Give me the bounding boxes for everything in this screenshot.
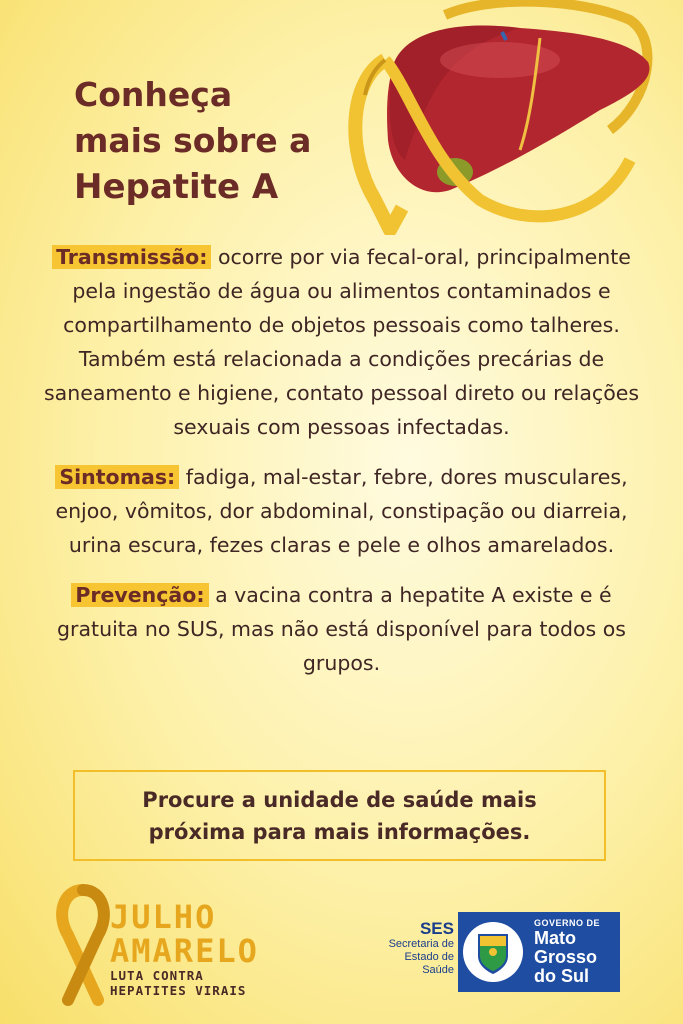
ses-abbr: SES (419, 919, 454, 938)
awareness-ribbon-icon (48, 880, 118, 1010)
ses-line-2: Estado de (404, 951, 454, 963)
government-line-3: Grosso (534, 947, 598, 967)
symptoms-text: fadiga, mal-estar, febre, dores musculares, enjoo, vômitos, dor abdominal, constipação ou diarreia, urina escura, fezes claras e pele e olhos amarelados. (55, 465, 628, 557)
cta-box (73, 770, 606, 861)
symptoms-paragraph (40, 460, 643, 562)
title-line-2: mais sobre a (74, 121, 312, 160)
prevention-text: a vacina contra a hepatite A existe e é gratuita no SUS, mas não está disponível para todos os grupos. (57, 583, 626, 675)
symptoms-label: Sintomas: (55, 465, 179, 489)
ses-line-1: Secretaria de (388, 938, 454, 950)
ses-line-3: Saúde (422, 964, 454, 976)
prevention-label: Prevenção: (71, 583, 208, 607)
campaign-line-4: HEPATITES VIRAIS (110, 983, 247, 998)
state-crest-icon (458, 912, 528, 992)
cta-line-2: próxima para mais informações. (148, 819, 531, 844)
government-line-4: do Sul (534, 966, 589, 986)
government-logo (526, 912, 620, 992)
main-content (40, 240, 643, 696)
prevention-paragraph (40, 578, 643, 680)
campaign-line-1: JULHO (110, 898, 217, 936)
transmission-paragraph (40, 240, 643, 444)
title-line-3: Hepatite A (74, 167, 279, 207)
cta-line-1: Procure a unidade de saúde mais (142, 787, 537, 812)
ses-logo (376, 920, 454, 977)
government-line-1: GOVERNO DE (534, 918, 601, 928)
liver-ribbon-illustration (330, 0, 660, 235)
campaign-line-2: AMARELO (110, 932, 259, 970)
campaign-logo (110, 900, 259, 998)
title-line-1: Conheça (74, 75, 233, 114)
transmission-label: Transmissão: (52, 245, 211, 269)
page-title (74, 72, 374, 210)
campaign-line-3: LUTA CONTRA (110, 968, 204, 983)
transmission-text: ocorre por via fecal-oral, principalmente pela ingestão de água ou alimentos contaminados e compartilhamento de objetos pessoais como talheres. Também está relacionada a condições precárias de saneamento e higiene, contato pessoal direto ou relações sexuais com pessoas infectadas. (43, 245, 640, 439)
government-line-2: Mato (534, 928, 576, 948)
